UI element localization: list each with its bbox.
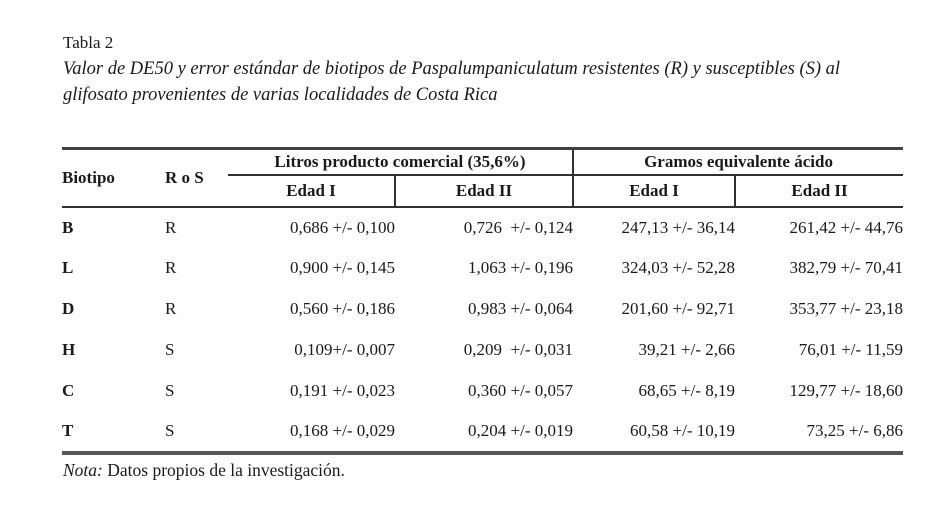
cell-gramos-edad-1: 68,65 +/- 8,19 [638,381,736,400]
cell-litros-edad-2: 0,204 +/- 0,019 [468,421,574,440]
col-header-gramos-edad-1: Edad I [573,175,735,207]
cell-litros-edad-1: 0,560 +/- 0,186 [290,299,395,318]
cell-litros-edad-2: 0,726 +/- 0,124 [463,217,574,237]
caption-line-2: glifosato provenientes de varias localidades de Costa Rica [63,84,498,105]
table-body [62,207,903,453]
cell-biotipo: H [62,340,76,359]
cell-biotipo: T [62,421,74,440]
cell-gramos-edad-2: 261,42 +/- 44,76 [789,217,904,237]
col-group-gramos-equivalente-acido: Gramos equivalente ácido [573,149,903,175]
cell-gramos-edad-2: 73,25 +/- 6,86 [806,421,904,440]
col-header-gramos-edad-2: Edad II [735,175,903,207]
note-label: Nota: [63,460,103,480]
col-header-r-o-s: R o S [165,149,228,207]
cell-gramos-edad-1: 247,13 +/- 36,14 [621,217,736,237]
col-header-litros-edad-2: Edad II [395,175,573,207]
table-header [62,149,903,207]
cell-biotipo: C [62,381,75,400]
header-row-groups [62,149,903,175]
table-row-biotipo-d [62,289,903,330]
table-row-biotipo-b [62,207,903,248]
cell-r-o-s: S [165,340,175,359]
note-text: Datos propios de la investigación. [102,460,345,480]
cell-r-o-s: R [165,299,177,318]
cell-litros-edad-2: 0,983 +/- 0,064 [468,299,574,318]
cell-litros-edad-1: 0,109+/- 0,007 [294,340,395,359]
col-header-litros-edad-1: Edad I [228,175,395,207]
table-row-biotipo-c [62,371,903,412]
table-note [63,460,345,481]
cell-biotipo: L [62,258,74,277]
table-number: Tabla 2 [63,33,114,52]
cell-litros-edad-2: 1,063 +/- 0,196 [468,258,574,277]
col-group-litros-producto-comercial: Litros producto comercial (35,6%) [228,149,573,175]
cell-biotipo: B [62,217,74,237]
table-row-biotipo-h [62,330,903,371]
cell-gramos-edad-2: 129,77 +/- 18,60 [789,381,904,400]
cell-litros-edad-1: 0,900 +/- 0,145 [290,258,395,277]
cell-r-o-s: R [165,258,177,277]
cell-litros-edad-1: 0,686 +/- 0,100 [290,217,395,237]
cell-litros-edad-2: 0,360 +/- 0,057 [468,381,574,400]
results-table [62,147,903,455]
cell-litros-edad-2: 0,209 +/- 0,031 [463,340,574,359]
cell-litros-edad-1: 0,168 +/- 0,029 [290,421,395,440]
cell-gramos-edad-1: 324,03 +/- 52,28 [621,258,736,277]
cell-gramos-edad-1: 201,60 +/- 92,71 [621,299,736,318]
cell-r-o-s: S [165,421,175,440]
cell-gramos-edad-2: 76,01 +/- 11,59 [798,340,904,359]
cell-gramos-edad-2: 382,79 +/- 70,41 [789,258,904,277]
cell-litros-edad-1: 0,191 +/- 0,023 [290,381,395,400]
cell-biotipo: D [62,299,75,318]
caption-line-1: Valor de DE50 y error estándar de biotipos de Paspalumpaniculatum resistentes (R) y susceptibles (S) al [63,59,841,79]
table-caption [63,57,840,108]
table-row-biotipo-t [62,412,903,453]
cell-gramos-edad-1: 39,21 +/- 2,66 [638,340,736,359]
cell-gramos-edad-1: 60,58 +/- 10,19 [630,421,736,440]
cell-r-o-s: R [165,217,177,237]
col-header-biotipo: Biotipo [62,149,165,207]
cell-r-o-s: S [165,381,175,400]
cell-gramos-edad-2: 353,77 +/- 23,18 [789,299,904,318]
table-row-biotipo-l [62,248,903,289]
